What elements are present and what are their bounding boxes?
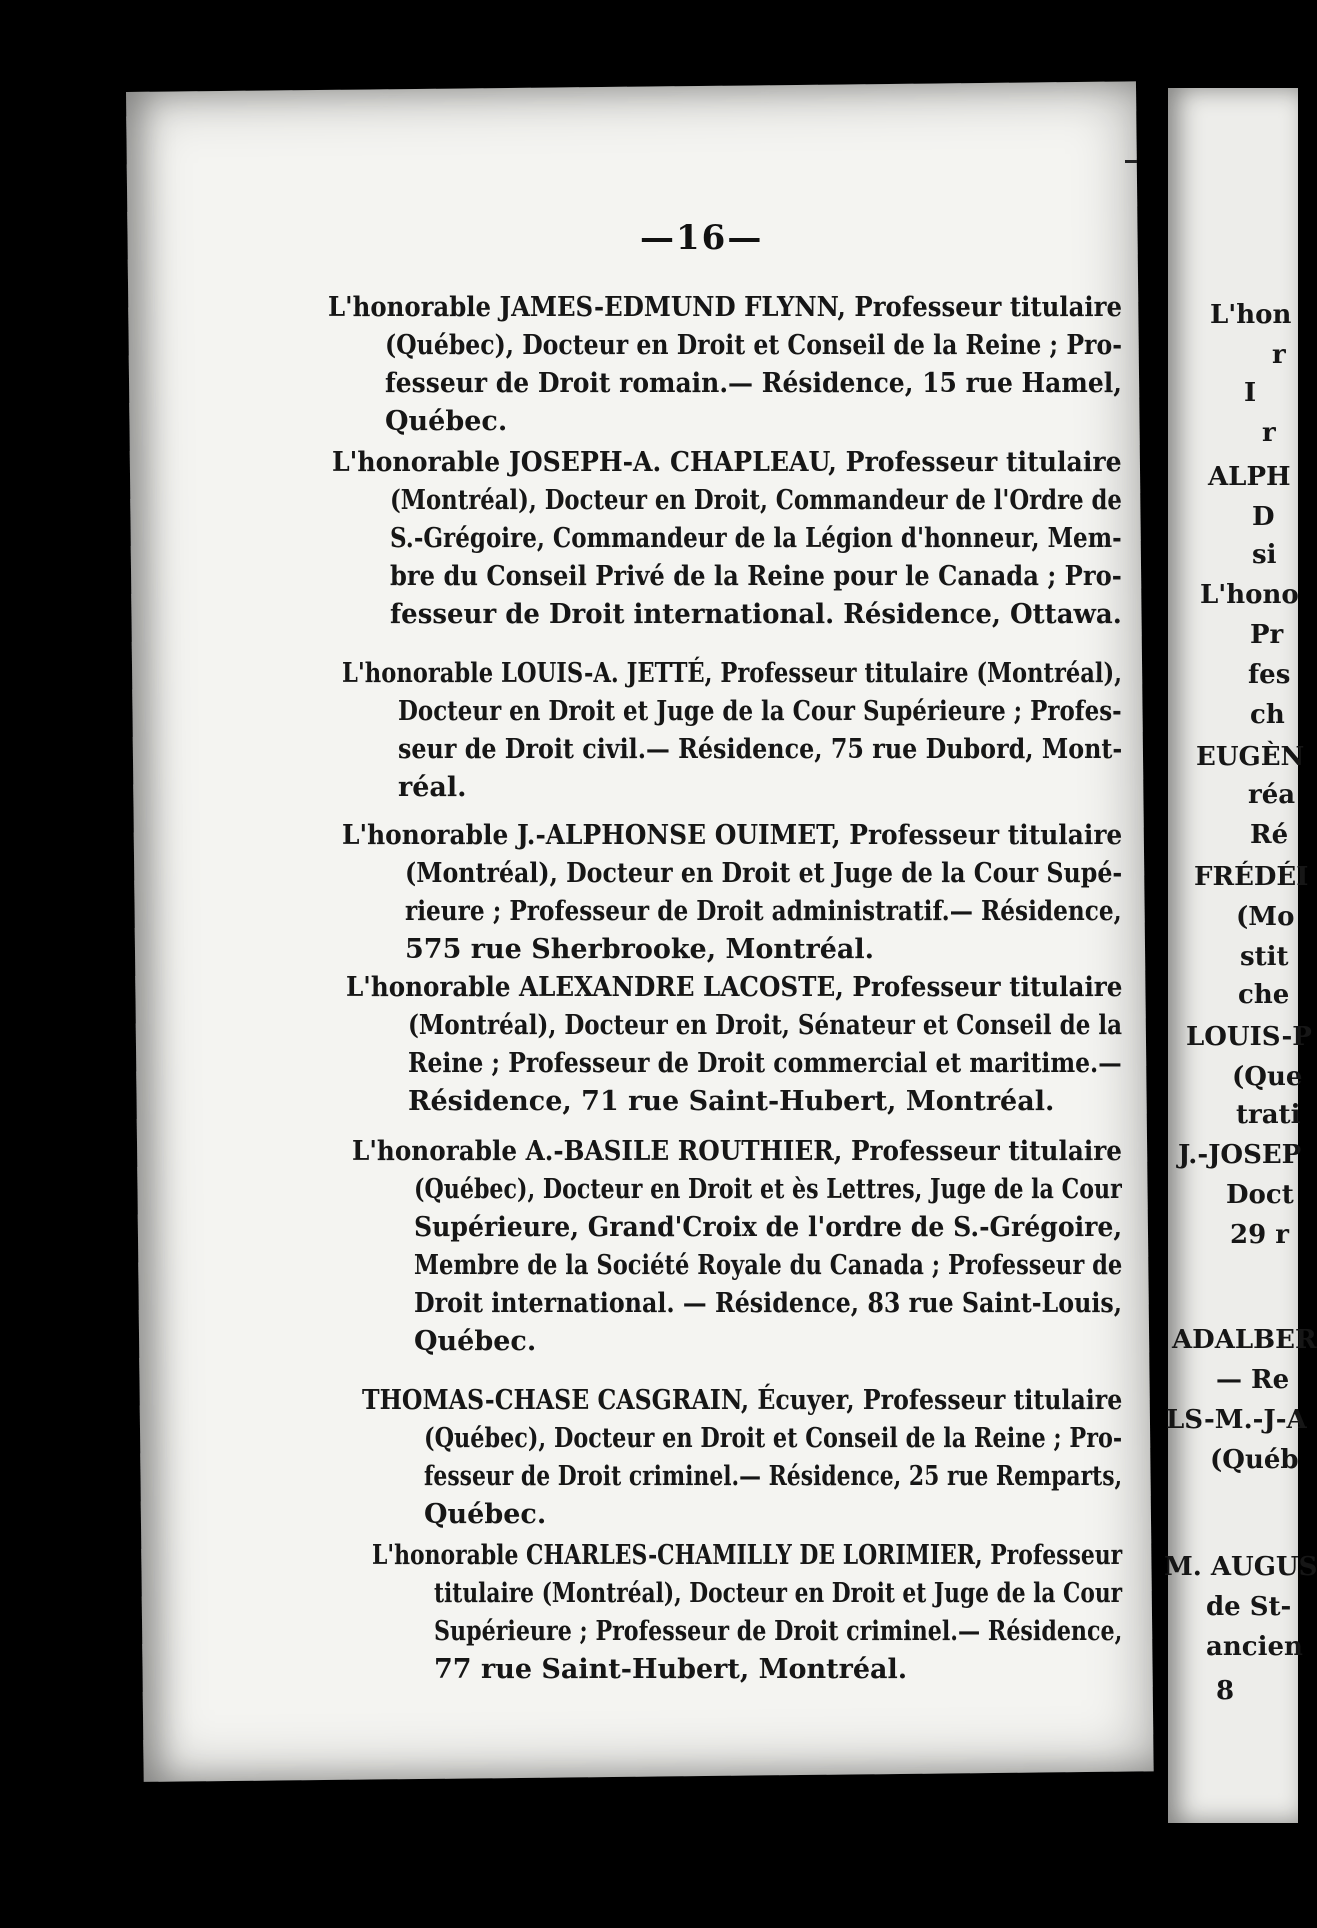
entry-text-line: bre du Conseil Privé de la Reine pour le Canada ; Pro-: [390, 561, 1122, 592]
right-page-line: Pr: [1250, 620, 1284, 650]
right-page-line: LOUIS-P: [1186, 1022, 1312, 1052]
right-page-line: FRÉDÉI: [1194, 862, 1309, 892]
right-page-line: stit: [1240, 942, 1289, 972]
entry-text-line: (Montréal), Docteur en Droit et Juge de la Cour Supé-: [405, 858, 1123, 889]
entry-text-line: S.-Grégoire, Commandeur de la Légion d'honneur, Mem-: [390, 523, 1122, 554]
entry-text-line: fesseur de Droit romain.— Résidence, 15 rue Hamel,: [385, 368, 1122, 399]
entry-name-line: L'honorable JOSEPH-A. CHAPLEAU, Professeur titulaire: [332, 447, 1122, 478]
right-page-line: J.-JOSEP: [1178, 1140, 1302, 1170]
right-page-line: che: [1238, 980, 1290, 1010]
entry-text-line: (Québec), Docteur en Droit et Conseil de la Reine ; Pro-: [385, 330, 1122, 361]
right-page-line: ADALBER: [1172, 1325, 1317, 1355]
right-page-line: M. AUGUS: [1164, 1552, 1317, 1582]
right-page-line: — Re: [1216, 1365, 1290, 1395]
entry-name-line: L'honorable A.-BASILE ROUTHIER, Professeur titulaire: [352, 1136, 1122, 1167]
entry-name-line: L'honorable J.-ALPHONSE OUIMET, Professeur titulaire: [342, 820, 1123, 851]
right-page-line: EUGÈN: [1196, 742, 1305, 772]
entry-text-line: titulaire (Montréal), Docteur en Droit et Juge de la Cour: [434, 1578, 1123, 1609]
entry-name-line: L'honorable ALEXANDRE LACOSTE, Professeur titulaire: [346, 972, 1123, 1003]
entry-name-line: L'honorable LOUIS-A. JETTÉ, Professeur titulaire (Montréal),: [342, 658, 1123, 689]
right-page-line: de St-: [1206, 1592, 1292, 1622]
page-number: —16—: [640, 218, 764, 258]
right-page-line: 8: [1216, 1676, 1235, 1706]
right-page-line: ch: [1250, 700, 1285, 730]
right-page-line: L'hono: [1200, 580, 1299, 610]
entry-name-line: L'honorable JAMES-EDMUND FLYNN, Professeur titulaire: [328, 292, 1123, 323]
entry-text-line: Supérieure ; Professeur de Droit criminel.— Résidence,: [434, 1616, 1123, 1647]
entry-text-line: fesseur de Droit international. Résidence, Ottawa.: [390, 599, 1122, 630]
entry-text-line: Reine ; Professeur de Droit commercial et maritime.—: [408, 1048, 1122, 1079]
entry-text-line: fesseur de Droit criminel.— Résidence, 25 rue Remparts,: [424, 1461, 1123, 1492]
right-page-line: r: [1272, 340, 1286, 370]
entry-text-line: Docteur en Droit et Juge de la Cour Supérieure ; Profes-: [398, 696, 1122, 727]
entry-text-line: Membre de la Société Royale du Canada ; Professeur de: [414, 1250, 1123, 1281]
right-page-line: r: [1262, 418, 1276, 448]
entry-text-line: réal.: [398, 772, 467, 803]
right-page-line: LS-M.-J-A: [1166, 1405, 1307, 1435]
right-page-line: ancien: [1206, 1632, 1303, 1662]
entry-text-line: Québec.: [424, 1499, 547, 1530]
right-page-line: réa: [1248, 780, 1296, 810]
entry-name-line: L'honorable CHARLES-CHAMILLY DE LORIMIER, Professeur: [372, 1540, 1123, 1571]
entry-text-line: Québec.: [414, 1326, 537, 1357]
entry-text-line: (Montréal), Docteur en Droit, Sénateur et Conseil de la: [408, 1010, 1123, 1041]
entry-text-line: (Québec), Docteur en Droit et ès Lettres, Juge de la Cour: [414, 1174, 1122, 1205]
right-page-line: Doct: [1226, 1180, 1294, 1210]
right-page-line: I: [1244, 378, 1257, 408]
right-page-line: si: [1252, 540, 1277, 570]
entry-text-line: Résidence, 71 rue Saint-Hubert, Montréal.: [408, 1086, 1055, 1117]
entry-text-line: (Québec), Docteur en Droit et Conseil de la Reine ; Pro-: [424, 1423, 1123, 1454]
right-page-line: (Mo: [1236, 902, 1295, 932]
right-page-line: 29 r: [1230, 1220, 1289, 1250]
right-page-line: Ré: [1250, 820, 1289, 850]
entry-text-line: rieure ; Professeur de Droit administratif.— Résidence,: [405, 896, 1122, 927]
right-page-line: trati: [1236, 1100, 1301, 1130]
entry-name-line: THOMAS-CHASE CASGRAIN, Écuyer, Professeur titulaire: [362, 1385, 1123, 1416]
entry-text-line: Droit international. — Résidence, 83 rue Saint-Louis,: [414, 1288, 1123, 1319]
right-page-line: ALPH: [1208, 462, 1291, 492]
entry-text-line: 77 rue Saint-Hubert, Montréal.: [434, 1654, 908, 1685]
right-page-line: (Québ: [1210, 1445, 1299, 1475]
entry-text-line: (Montréal), Docteur en Droit, Commandeur de l'Ordre de: [390, 485, 1122, 516]
right-page-line: (Que: [1232, 1062, 1303, 1092]
entry-text-line: Supérieure, Grand'Croix de l'ordre de S.-Grégoire,: [414, 1212, 1123, 1243]
right-page-line: D: [1252, 502, 1275, 532]
entry-text-line: 575 rue Sherbrooke, Montréal.: [405, 934, 875, 965]
right-page-line: L'hon: [1210, 300, 1292, 330]
entry-text-line: seur de Droit civil.— Résidence, 75 rue Dubord, Mont-: [398, 734, 1123, 765]
entry-text-line: Québec.: [385, 406, 508, 437]
right-page-line: fes: [1248, 660, 1291, 690]
